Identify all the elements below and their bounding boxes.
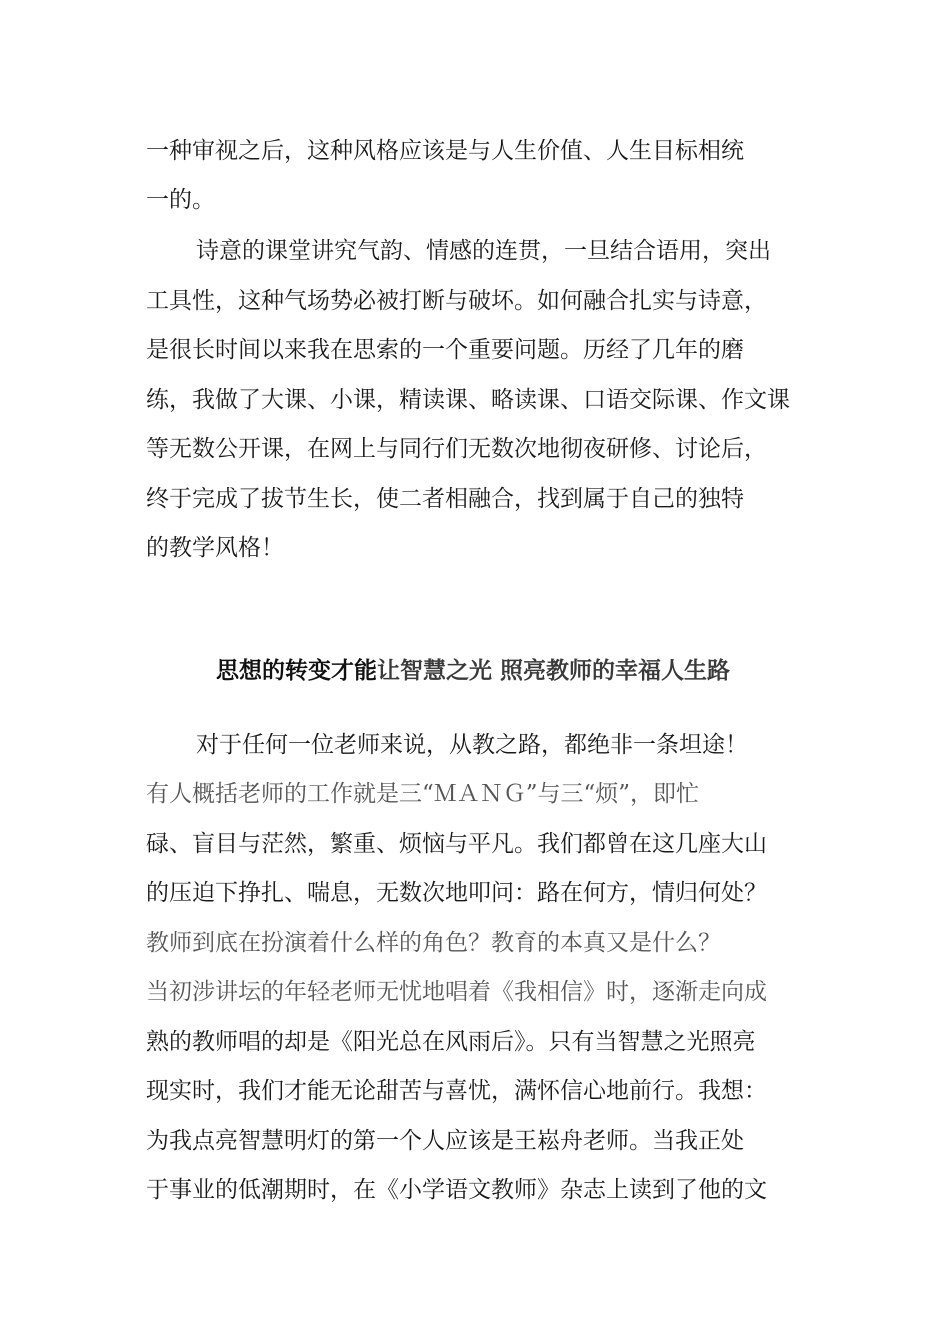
paragraph-3-line-8: 现实时，我们才能无论甜苦与喜忧，满怀信心地前行。我想：: [146, 1078, 767, 1104]
paragraph-1-line-1: 一种审视之后，这种风格应该是与人生价值、人生目标相统: [146, 138, 744, 164]
paragraph-3-line-3: 碌、盲目与茫然，繁重、烦恼与平凡。我们都曾在这几座大山: [146, 831, 767, 857]
paragraph-2-line-6: 终于完成了拔节生长，使二者相融合，找到属于自己的独特: [146, 486, 744, 512]
paragraph-2-line-4: 练，我做了大课、小课，精读课、略读课、口语交际课、作文课: [146, 387, 790, 413]
paragraph-3-line-10: 于事业的低潮期时，在《小学语文教师》杂志上读到了他的文: [146, 1177, 767, 1203]
paragraph-3-line-6: 当初涉讲坛的年轻老师无忧地唱着《我相信》时，逐渐走向成: [146, 979, 767, 1005]
paragraph-2-line-5: 等无数公开课，在网上与同行们无数次地彻夜研修、讨论后，: [146, 436, 767, 462]
paragraph-3-line-9: 为我点亮智慧明灯的第一个人应该是王崧舟老师。当我正处: [146, 1128, 744, 1154]
paragraph-2-line-2: 工具性，这种气场势必被打断与破坏。如何融合扎实与诗意，: [146, 288, 767, 314]
section-heading-part2: 让智慧之光 照亮教师的幸福人生路: [377, 657, 731, 684]
paragraph-2-line-1: 诗意的课堂讲究气韵、情感的连贯，一旦结合语用，突出: [196, 238, 771, 264]
paragraph-3-line-1: 对于任何一位老师来说，从教之路，都绝非一条坦途！: [196, 732, 748, 758]
paragraph-3-line-2: 有人概括老师的工作就是三“ＭＡＮＧ”与三“烦”，即忙: [146, 781, 700, 807]
section-heading-part1: 思想的转变才能: [216, 657, 377, 684]
section-heading: [216, 656, 816, 686]
paragraph-3-line-5: 教师到底在扮演着什么样的角色？教育的本真又是什么？: [146, 930, 721, 956]
paragraph-2-line-7: 的教学风格！: [146, 535, 284, 561]
paragraph-2-line-3: 是很长时间以来我在思索的一个重要问题。历经了几年的磨: [146, 337, 744, 363]
paragraph-3-line-4: 的压迫下挣扎、喘息，无数次地叩问：路在何方，情归何处？: [146, 880, 767, 906]
paragraph-1-line-2: 一的。: [146, 187, 215, 213]
paragraph-3-line-7: 熟的教师唱的却是《阳光总在风雨后》。只有当智慧之光照亮: [146, 1029, 756, 1055]
